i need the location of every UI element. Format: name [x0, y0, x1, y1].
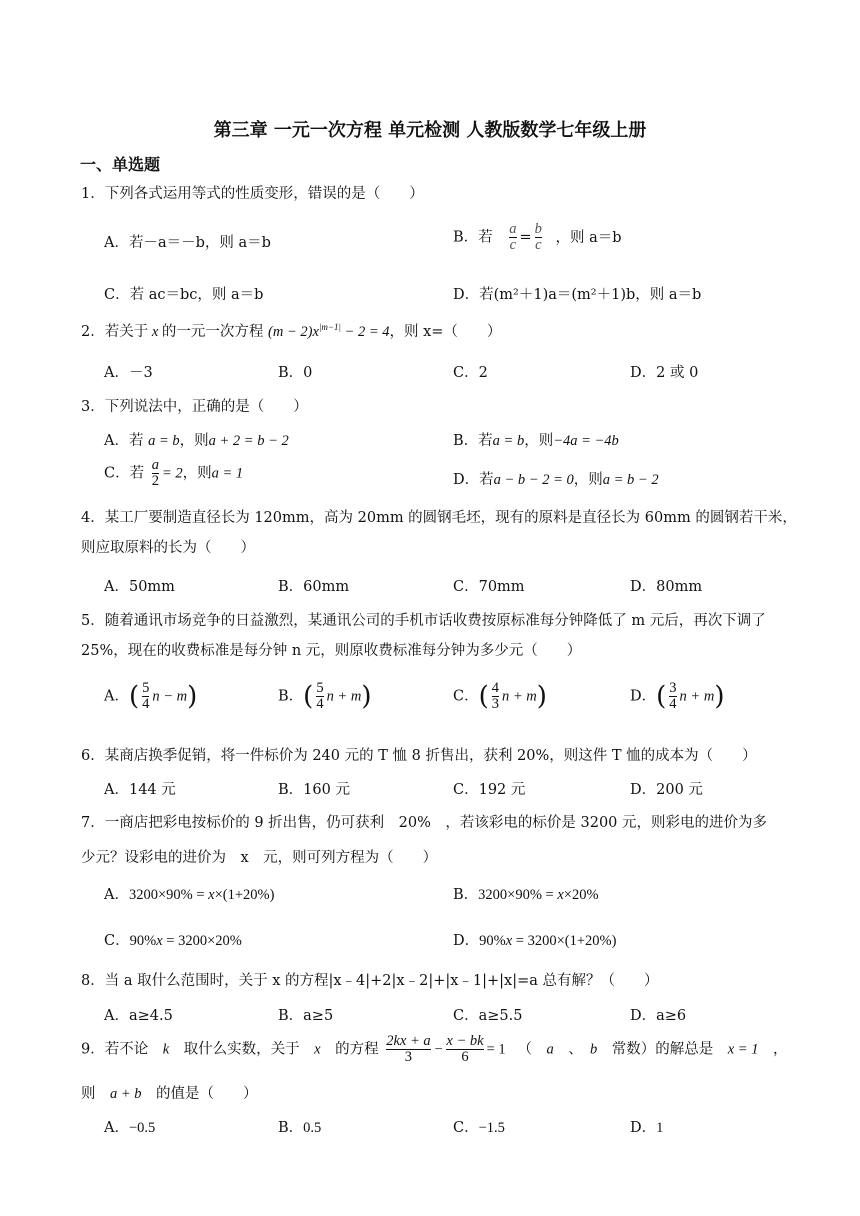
- q9-option-b: B．0.5: [278, 1120, 322, 1136]
- q7-option-c: C．90%x = 3200×20%: [104, 933, 242, 949]
- q1-option-a: A．若－a＝－b，则 a＝b: [104, 235, 271, 251]
- q8-option-b: B．a≥5: [278, 1008, 334, 1024]
- q5-option-b: B．( $\frac{5}{4}$ n + m): [278, 680, 372, 713]
- q2-stem: 2．若关于 x 的一元一次方程 $(m - 2)x^{|m-1|} - 2 = 4$，则 x=（ ）: [81, 322, 502, 340]
- q2-option-b: B．0: [278, 365, 313, 381]
- q7-stem-line2: 少元？设彩电的进价为 x 元，则可列方程为（ ）: [81, 850, 438, 866]
- q4-option-b: B．60mm: [278, 579, 350, 595]
- q6-option-d: D．200 元: [630, 782, 703, 798]
- q1-option-d: D．若(m²＋1)a＝(m²＋1)b，则 a＝b: [453, 287, 702, 303]
- section-heading: 一、单选题: [80, 155, 161, 174]
- q3-option-b: B．若a = b，则−4a = −4b: [453, 433, 619, 449]
- q3-stem: 3．下列说法中，正确的是（ ）: [81, 399, 308, 415]
- q2-option-d: D．2 或 0: [630, 365, 699, 381]
- q9-stem-line2: 则 a + b 的值是（ ）: [81, 1086, 258, 1102]
- q8-option-a: A．a≥4.5: [104, 1008, 173, 1024]
- q5-option-a: A．( $\frac{5}{4}$ n − m): [104, 680, 198, 713]
- q8-option-d: D．a≥6: [630, 1008, 687, 1024]
- q1-option-c: C．若 ac＝bc，则 a＝b: [104, 287, 264, 303]
- q6-option-b: B．160 元: [278, 782, 350, 798]
- page-title: 第三章 一元一次方程 单元检测 人教版数学七年级上册: [213, 120, 647, 141]
- q1-option-b: B．若 $\frac{a}{c}$ = $\frac{b}{c}$ ，则 a＝b: [453, 221, 622, 254]
- q7-option-a: A．3200×90% = x×(1+20%): [104, 887, 275, 903]
- q8-option-c: C．a≥5.5: [453, 1008, 523, 1024]
- q4-stem: 4．某工厂要制造直径长为 120mm，高为 20mm 的圆钢毛坯，现有的原料是直径长为 60mm 的圆钢若干米，则应取原料的长为（ ）: [81, 510, 797, 556]
- q5-option-c: C．( $\frac{4}{3}$ n + m): [453, 680, 547, 713]
- q2-option-c: C．2: [453, 365, 488, 381]
- q7-option-d: D．90%x = 3200×(1+20%): [453, 933, 617, 949]
- q7-stem-line1: 7．一商店把彩电按标价的 9 折出售，仍可获利 20% ，若该彩电的标价是 3200 元，则彩电的进价为多: [81, 815, 768, 831]
- q5-option-d: D．( $\frac{3}{4}$ n + m): [630, 680, 725, 713]
- q3-option-c: C．若 $\frac{a}{2}$ = 2，则a = 1: [104, 457, 244, 490]
- q3-option-a: A．若 a = b，则a + 2 = b − 2: [104, 433, 289, 449]
- q7-option-b: B．3200×90% = x×20%: [453, 887, 599, 903]
- q6-option-a: A．144 元: [104, 782, 176, 798]
- q8-stem: 8．当 a 取什么范围时，关于 x 的方程|x﹣4|+2|x﹣2|+|x﹣1|+|x|=a 总有解？（ ）: [81, 973, 659, 989]
- q6-stem: 6．某商店换季促销，将一件标价为 240 元的 T 恤 8 折售出，获利 20%，则这件 T 恤的成本为（ ）: [81, 748, 757, 764]
- q5-stem: 5．随着通讯市场竞争的日益激烈，某通讯公司的手机市话收费按原标准每分钟降低了 m 元后，再次下调了 25%，现在的收费标准是每分钟 n 元，则原收费标准每分钟为多少元（ ）: [81, 613, 766, 659]
- q4-option-c: C．70mm: [453, 579, 525, 595]
- q3-option-d: D．若a − b − 2 = 0，则a = b − 2: [453, 472, 659, 488]
- q9-option-c: C．−1.5: [453, 1120, 505, 1136]
- q6-option-c: C．192 元: [453, 782, 526, 798]
- q9-option-d: D．1: [630, 1120, 664, 1136]
- q9-option-a: A．−0.5: [104, 1120, 156, 1136]
- q9-stem-line1: 9．若不论 k 取什么实数，关于 x 的方程 $\frac{2kx + a}{3}$ − $\frac{x - bk}{6}$ = 1 （ a 、 b 常数）的解总是 x = 1 ，: [81, 1033, 788, 1066]
- q4-option-a: A．50mm: [104, 579, 175, 595]
- q1-stem: 1．下列各式运用等式的性质变形，错误的是（ ）: [81, 186, 424, 202]
- q2-option-a: A．－3: [104, 365, 153, 381]
- q4-option-d: D．80mm: [630, 579, 703, 595]
